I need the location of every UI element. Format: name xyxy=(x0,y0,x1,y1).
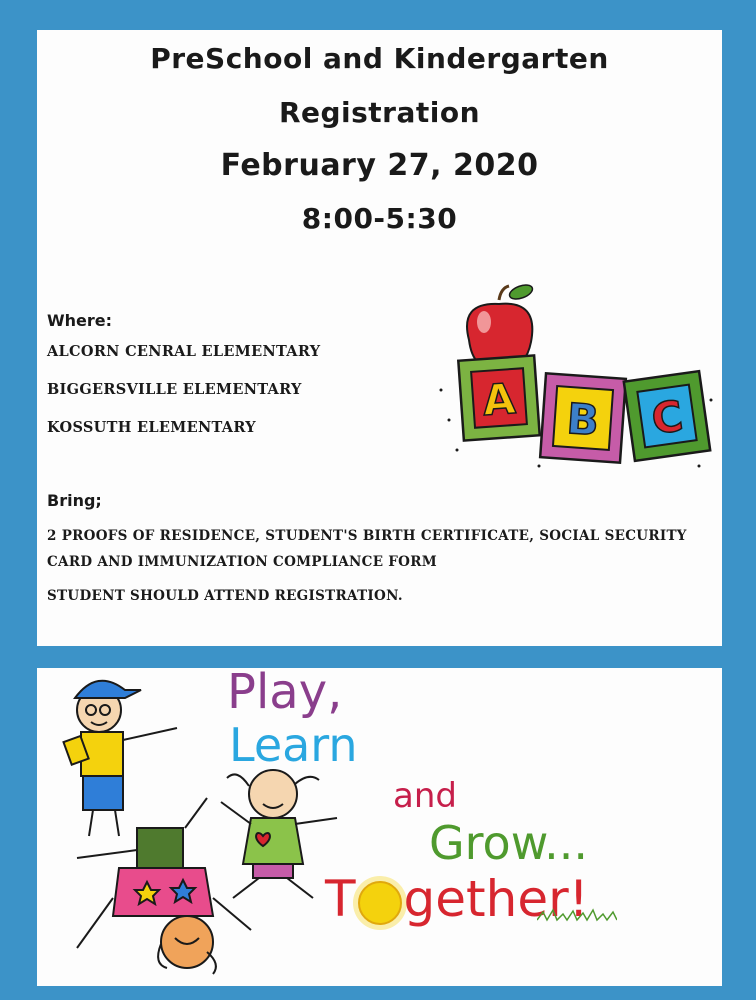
title-line-1: PreSchool and Kindergarten xyxy=(150,42,609,75)
registration-flyer-panel xyxy=(37,30,722,646)
slogan-learn: Learn xyxy=(229,718,358,772)
block-c-letter: C xyxy=(648,391,686,444)
event-date: February 27, 2020 xyxy=(220,148,539,183)
block-b xyxy=(540,373,626,462)
bring-label: Bring; xyxy=(47,491,102,510)
slogan-panel xyxy=(37,668,722,986)
boy-with-cap-figure xyxy=(63,681,177,836)
slogan-grow: Grow... xyxy=(429,816,588,870)
location-2: BIGGERSVILLE ELEMENTARY xyxy=(47,381,302,398)
slogan-together-t: T xyxy=(325,870,356,928)
grass-icon xyxy=(537,908,617,922)
slogan-together-rest: gether! xyxy=(403,870,589,928)
block-a-letter: A xyxy=(481,373,518,426)
where-label: Where: xyxy=(47,311,113,330)
event-time: 8:00-5:30 xyxy=(301,202,458,235)
block-a xyxy=(458,355,539,440)
location-1: ALCORN CENRAL ELEMENTARY xyxy=(47,343,321,360)
block-b-letter: B xyxy=(565,393,601,446)
title-line-2: Registration xyxy=(278,96,481,129)
abc-blocks-illustration xyxy=(429,280,714,480)
attend-line: STUDENT SHOULD ATTEND REGISTRATION. xyxy=(47,588,403,604)
sun-icon xyxy=(358,881,402,925)
slogan-and: and xyxy=(393,776,457,816)
bring-line-1: 2 PROOFS OF RESIDENCE, STUDENT'S BIRTH CERTIFICATE, SOCIAL SECURITY xyxy=(47,528,687,544)
location-3: KOSSUTH ELEMENTARY xyxy=(47,419,256,436)
upside-down-kid-figure xyxy=(77,798,251,974)
girl-figure xyxy=(221,770,337,898)
slogan-play: Play, xyxy=(227,668,343,720)
bring-line-2: CARD AND IMMUNIZATION COMPLIANCE FORM xyxy=(47,554,438,570)
block-c xyxy=(624,371,710,461)
